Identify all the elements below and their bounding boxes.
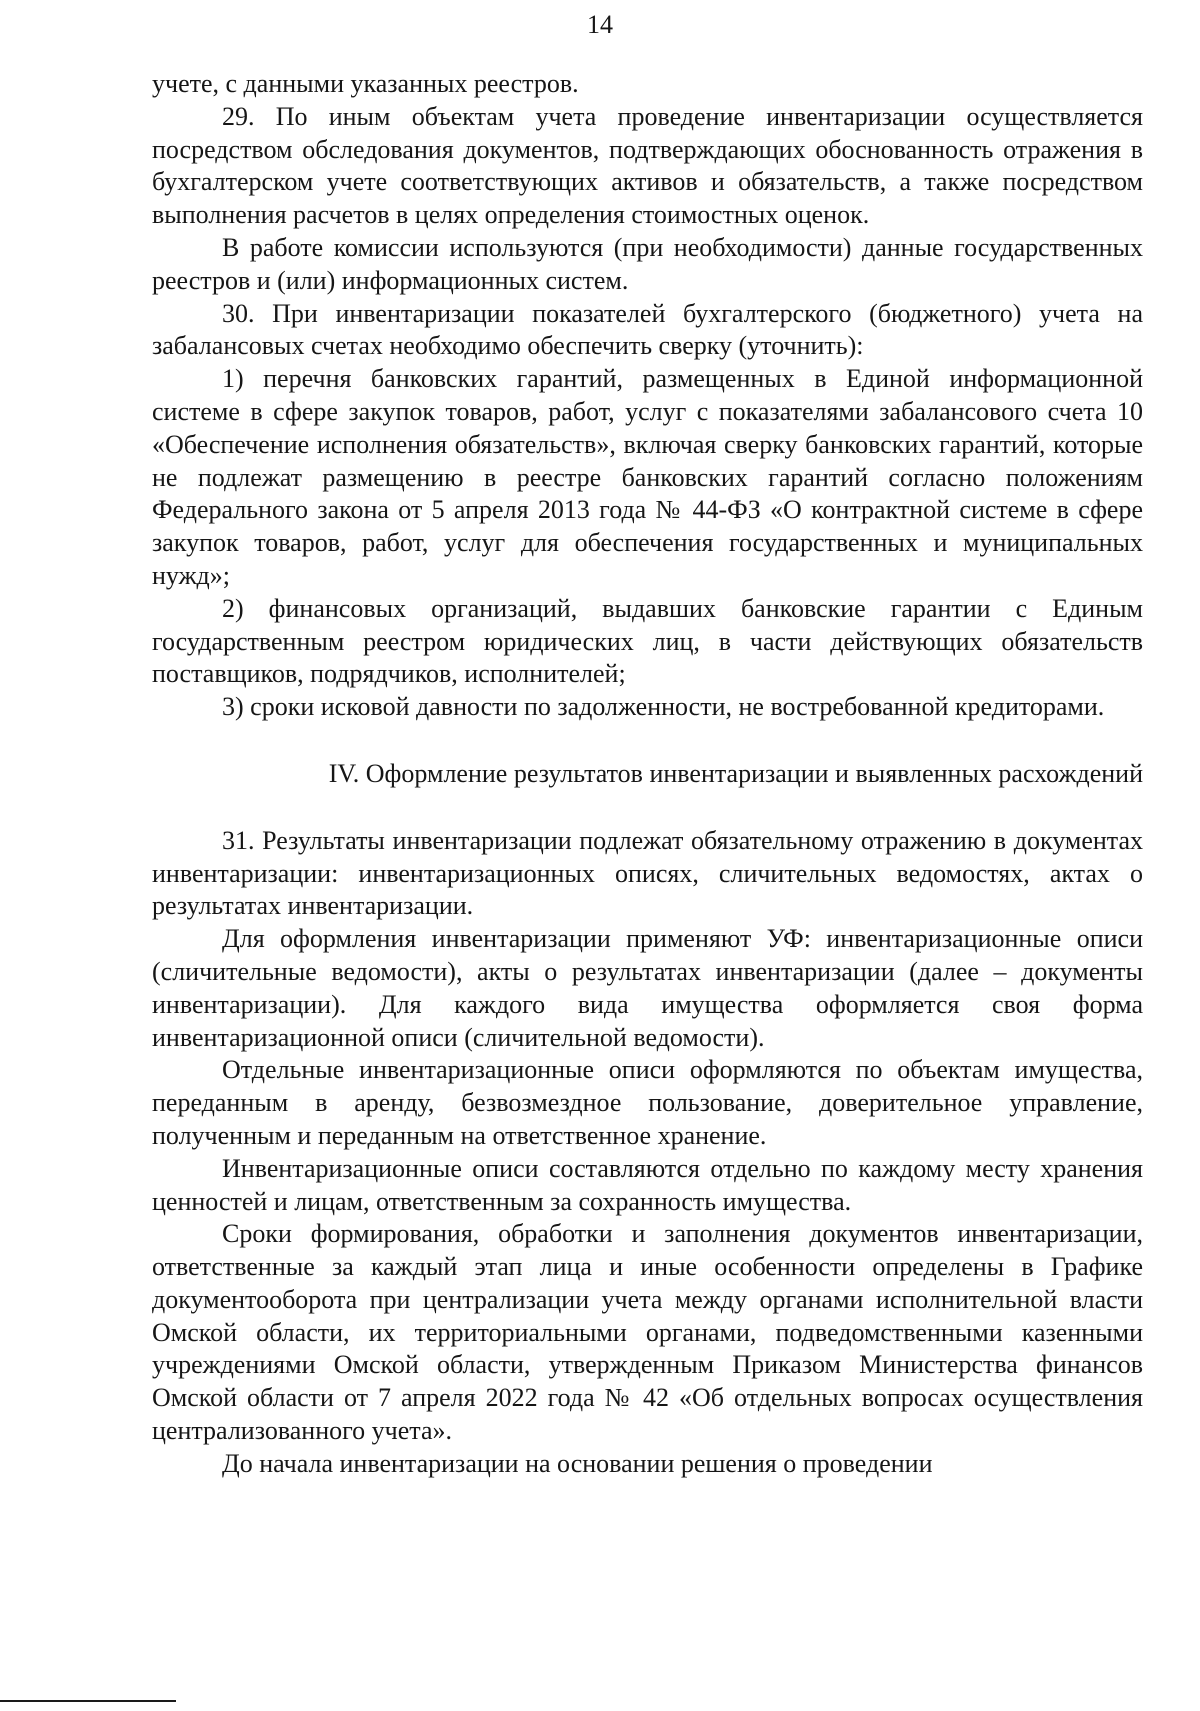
page-number: 14: [587, 10, 613, 39]
paragraph: 3) сроки исковой давности по задолженности, не востребованной кредиторами.: [222, 692, 1105, 722]
paragraph: 29. По иным объектам учета проведение инвентаризации осуществляется посредством обследования документов, подтверждающих обоснованность отражения в бухгалтерском учете соответствующих активов и обязательств, а также посредством выполнения расчетов в целях определения стоимостных оценок.: [152, 101, 1143, 230]
paragraph: учете, с данными указанных реестров.: [152, 69, 579, 98]
paragraph: В работе комиссии используются (при необходимости) данные государственных реестров и (или) информационных систем.: [152, 232, 1143, 295]
paragraph: Для оформления инвентаризации применяют УФ: инвентаризационные описи (сличительные ведомости), акты о результатах инвентаризации (далее – документы инвентаризации). Для каждого вида имущества оформляется своя форма инвентаризационной описи (сличительной ведомости).: [152, 924, 1143, 1052]
paragraph: 2) финансовых организаций, выдавших банковские гарантии с Единым государственным реестром юридических лиц, в части действующих обязательств поставщиков, подрядчиков, исполнителей;: [152, 593, 1143, 689]
paragraphs-after-section: [152, 825, 1143, 1481]
paragraph: Отдельные инвентаризационные описи оформляются по объектам имущества, переданным в аренду, безвозмездное пользование, доверительное управление, полученным и переданным на ответственное хранение.: [152, 1055, 1143, 1150]
document-body: [152, 68, 1143, 1481]
paragraph: 30. При инвентаризации показателей бухгалтерского (бюджетного) учета на забалансовых счетах необходимо обеспечить сверку (уточнить):: [152, 298, 1143, 361]
paragraph: Сроки формирования, обработки и заполнения документов инвентаризации, ответственные за каждый этап лица и иные особенности определены в Графике документооборота при централизации учета между органами исполнительной власти Омской области, их территориальными органами, подведомственными казенными учреждениями Омской области, утвержденным Приказом Министерства финансов Омской области от 7 апреля 2022 года № 42 «Об отдельных вопросах осуществления централизованного учета».: [152, 1219, 1143, 1446]
paragraph: Инвентаризационные описи составляются отдельно по каждому месту хранения ценностей и лицам, ответственным за сохранность имущества.: [152, 1153, 1143, 1216]
section-heading: IV. Оформление результатов инвентаризации и выявленных расхождений: [328, 758, 1143, 788]
paragraph: До начала инвентаризации на основании решения о проведении: [222, 1448, 933, 1478]
paragraph: 31. Результаты инвентаризации подлежат обязательному отражению в документах инвентаризации: инвентаризационных описях, сличительных ведомостях, актах о результатах инвентаризации.: [152, 825, 1143, 921]
paragraph: 1) перечня банковских гарантий, размещенных в Единой информационной системе в сфере закупок товаров, работ, услуг с показателями забалансового счета 10 «Обеспечение исполнения обязательств», включая сверку банковских гарантий, которые не подлежат размещению в реестре банковских гарантий согласно положениям Федерального закона от 5 апреля 2013 года № 44-ФЗ «О контрактной системе в сфере закупок товаров, работ, услуг для обеспечения государственных и муниципальных нужд»;: [152, 364, 1143, 590]
paragraphs-before-section: [152, 68, 1143, 724]
footer-rule: [0, 1700, 176, 1702]
